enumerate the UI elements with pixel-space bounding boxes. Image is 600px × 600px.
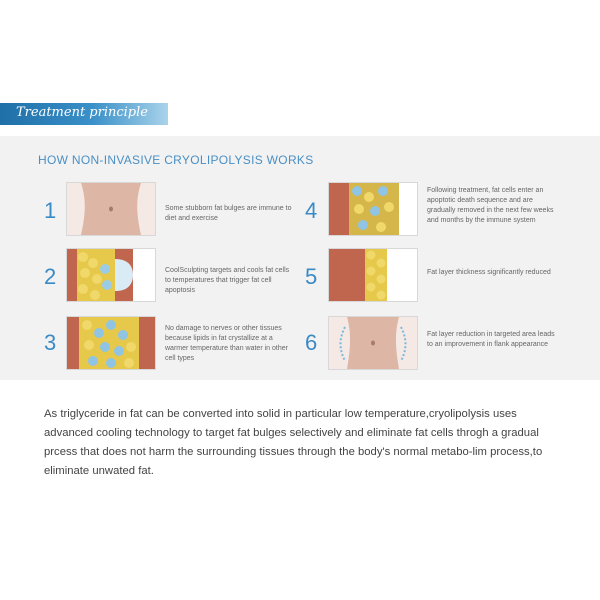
step-text: Fat layer reduction in targeted area leads to an improvement in flank appearance [427,331,555,348]
step-text: Fat layer thickness significantly reduced [427,269,551,276]
step-text: Following treatment, fat cells enter an apoptotic death sequence and are gradually removed in the next few weeks and months by the immune system [427,187,554,224]
crystallized-fat-image [66,316,156,370]
fat-cooling-image [66,248,156,302]
reduced-fat-layer-image [328,248,418,302]
section-banner [0,103,168,125]
infographic-heading: HOW NON-INVASIVE CRYOLIPOLYSIS WORKS [38,153,314,167]
step-number: 5 [305,264,318,289]
fat-removal-image [328,182,418,236]
description-paragraph: As triglyceride in fat can be converted into solid in particular low temperature,cryolipolysis uses advanced cooling technology to target fat bulges selectively and eliminate fat cells throgh a gradual prcess that does not harm the surrounding tissues through the body's normal metabo-lim process,to eliminate unwated fat. [44,408,543,478]
torso-before-image [66,182,156,236]
step-text: No damage to nerves or other tissues because lipids in fat crystallize at a warmer temperature than water in other cell types [165,325,288,362]
step-number: 4 [305,198,318,223]
torso-after-image [328,316,418,370]
step-number: 2 [44,264,57,289]
section-title: Treatment principle [16,105,148,120]
infographic-panel [0,136,600,380]
step-text: CoolSculpting targets and cools fat cells to temperatures that trigger fat cell apoptosis [165,267,290,294]
step-number: 1 [44,198,57,223]
step-number: 6 [305,330,318,355]
step-number: 3 [44,330,57,355]
step-text: Some stubborn fat bulges are immune to diet and exercise [165,205,292,222]
